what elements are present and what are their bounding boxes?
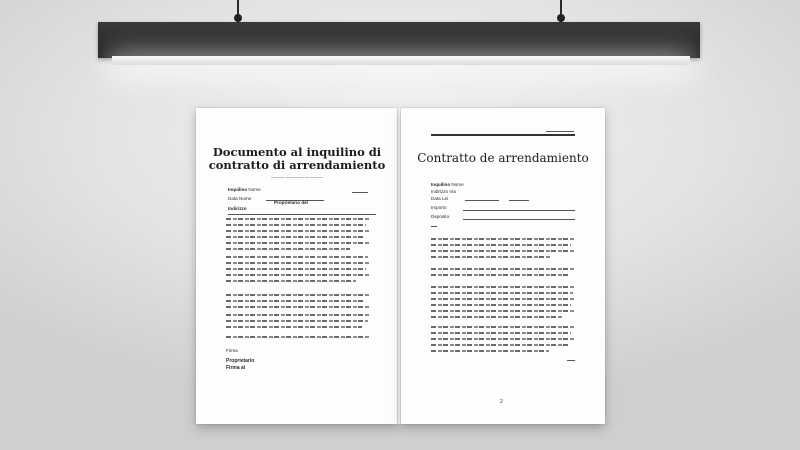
field-underline — [463, 210, 575, 211]
field-row: Deposito — [431, 214, 450, 219]
document-page-right — [401, 108, 605, 424]
signature-sub: Firma al — [226, 365, 246, 371]
field-row: Indirizzo Via — [431, 189, 456, 194]
divider — [352, 192, 368, 193]
field-underline — [509, 200, 529, 201]
page-subtitle: ——— ———— ———— — [270, 175, 323, 180]
field-row: Data Lei — [431, 196, 449, 201]
field-underline — [431, 226, 437, 227]
signature-label: Firma — [226, 348, 238, 353]
field-underline — [465, 200, 499, 201]
divider — [228, 214, 376, 215]
field-row: Importo — [431, 205, 447, 210]
page-number: 2 — [500, 399, 503, 405]
field-value: Proprietario del — [274, 200, 308, 205]
field-row: Inquilino Nome — [228, 187, 261, 192]
cable-clip-right — [557, 14, 565, 22]
page-title: Documento al inquilino di contratto di arrendamiento — [208, 145, 386, 172]
document-page-left — [196, 108, 398, 424]
field-row: Indirizzo — [228, 206, 247, 211]
field-row: Inquilino Nome — [431, 182, 464, 187]
page-title: Contratto de arrendamiento — [417, 151, 589, 165]
field-underline — [463, 219, 575, 220]
pendant-light-fixture — [98, 22, 700, 58]
header-rule — [431, 134, 575, 136]
footer-mark — [567, 360, 575, 361]
signature-name: Proprietario — [226, 358, 255, 364]
header-rule-mark — [546, 131, 574, 132]
light-diffuser — [112, 56, 690, 65]
cable-clip-left — [234, 14, 242, 22]
field-row: Data Nome — [228, 196, 252, 201]
